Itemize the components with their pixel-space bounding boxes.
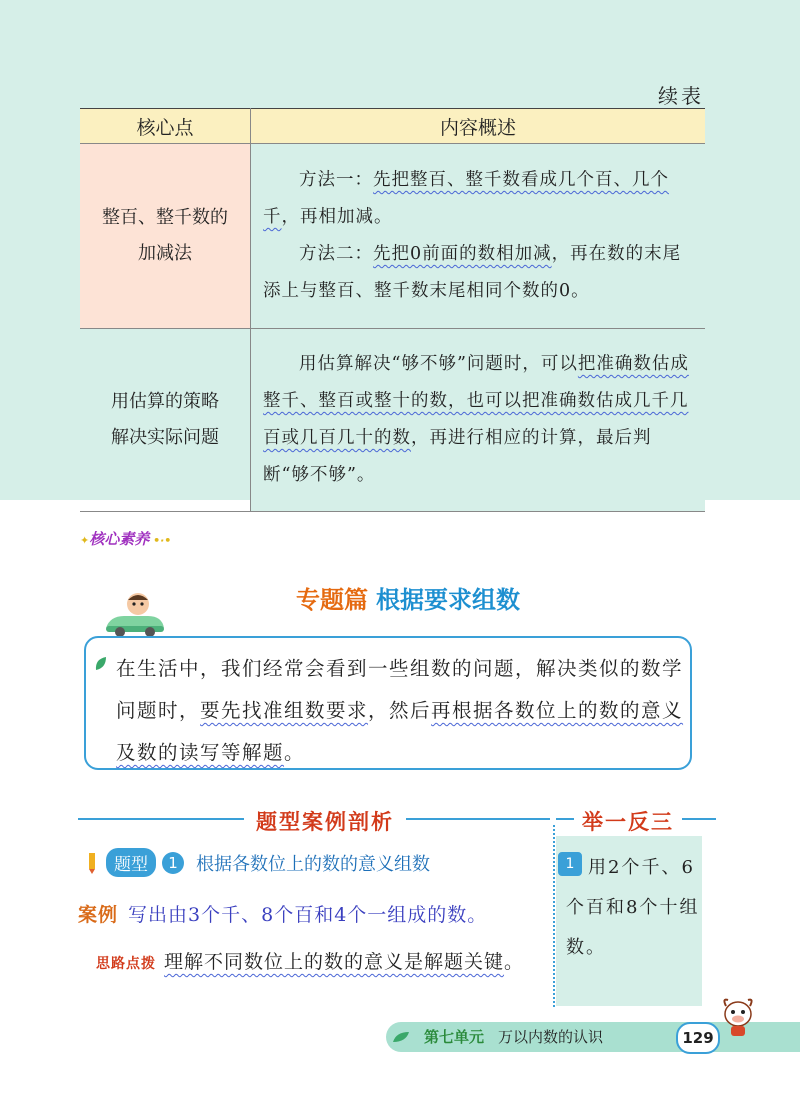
case-tag: 案例 [78,904,119,926]
key-point-cell [80,329,251,512]
table-row [80,144,705,329]
practice-number: 1 [558,852,582,876]
key-point-line: 加减法 [138,243,192,264]
section-title-case-analysis: 题型案例剖析 [244,806,406,836]
column-divider [553,825,555,1007]
footer [392,1026,603,1047]
estimate-text: 用估算解决“够不够”问题时，可以把准确数估成整千、整百或整十的数，也可以把准确数估成几千几百或几百几十的数，再进行相应的计算，最后判断“够不够”。 [263,354,689,485]
table-header-row [80,109,705,144]
key-point-line: 整百、整千数的 [102,207,228,228]
question-type-heading [84,848,430,877]
continued-label: 续表 [658,84,704,108]
page-number: 129 [676,1022,720,1054]
topic-title: 专题篇 根据要求组数 [296,586,520,614]
car-boy-icon [104,590,166,638]
summary-table [80,108,705,512]
practice-text: 用2个千、6个百和8个十组数。 [566,857,700,958]
question-type-number: 1 [162,852,184,874]
content-cell [251,329,706,512]
key-point-cell [80,144,251,329]
footer-title: 万以内数的认识 [498,1028,604,1046]
leaf-icon [392,1031,410,1043]
case-example [78,900,487,927]
cow-mascot-icon [718,994,758,1038]
leaf-icon [94,656,108,672]
key-point-line: 用估算的策略 [111,391,219,412]
question-type-badge: 题型 [106,848,156,877]
header-key-point: 核心点 [80,109,251,144]
key-point-line: 解决实际问题 [111,427,219,448]
hint: 思路点拨 理解不同数位上的数的意义是解题关键。 [96,951,525,973]
method-one: 方法一：先把整百、整千数看成几个百、几个千，再相加减。 [263,170,669,227]
table-row [80,329,705,512]
dots-icon: •·• [149,534,172,547]
header-content: 内容概述 [251,109,706,144]
footer-unit: 第七单元 [424,1028,485,1046]
hint-tag: 思路点拨 [96,956,156,972]
section-kicker: ✦核心素养 •·• [80,530,172,548]
pencil-icon [84,851,100,875]
question-type-label: 根据各数位上的数的意义组数 [196,853,430,875]
method-two: 方法二：先把0前面的数相加减，再在数的末尾添上与整百、整千数末尾相同个数的0。 [263,244,682,301]
case-text: 写出由3个千、8个百和4个一组成的数。 [128,904,488,926]
intro-text: 在生活中，我们经常会看到一些组数的问题，解决类似的数学问题时，要先找准组数要求，然后再根据各数位上的数的意义及数的读写等解题。 [116,657,684,764]
section-title-practice: 举一反三 [574,806,682,836]
star-icon: ✦ [80,534,90,547]
content-cell [251,144,706,329]
